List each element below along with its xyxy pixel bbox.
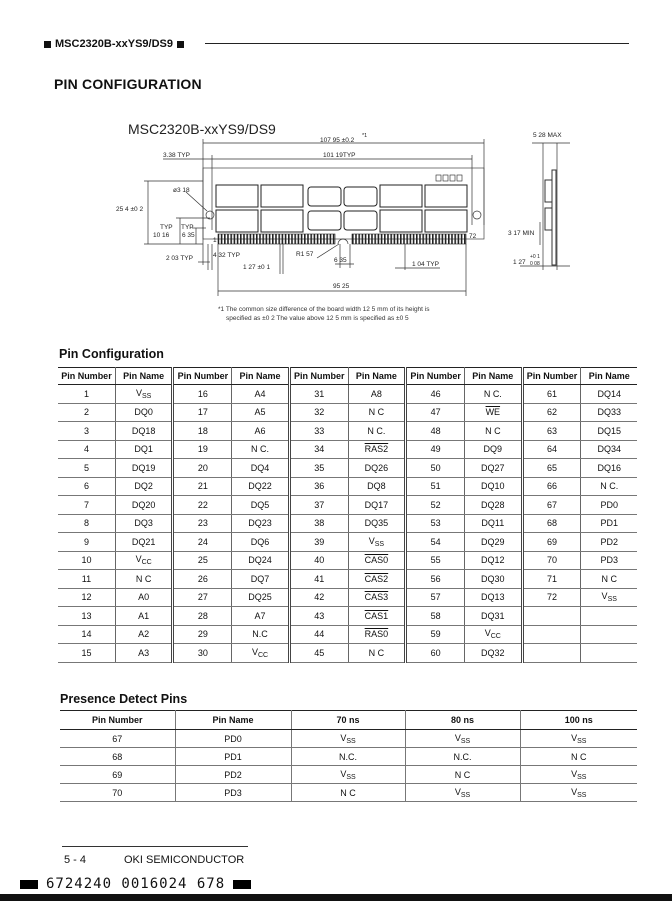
pin-name-cell: PD0	[175, 730, 291, 748]
pin-number-cell: 69	[60, 766, 175, 784]
chip	[425, 210, 467, 232]
dim-side-thickness: 1 27	[513, 259, 526, 266]
pin-name-cell: DQ8	[348, 477, 406, 496]
pin-name-cell: DQ5	[232, 496, 290, 515]
pin-name-cell: N C.	[465, 385, 523, 404]
table-row	[60, 730, 637, 748]
subscript: SS	[577, 791, 587, 799]
pin-number-cell: 14	[58, 625, 115, 644]
subscript: SS	[141, 392, 152, 400]
pin-name-cell: DQ1	[115, 440, 173, 459]
footnote-line: specified as ±0 2 The value above 12 5 mm is specified as ±0 5	[226, 315, 409, 322]
pin-name-cell: PD3	[581, 551, 637, 570]
pin-number-cell: 35	[289, 459, 348, 478]
column-header: 70 ns	[291, 711, 405, 730]
pin-name-cell: DQ24	[232, 551, 290, 570]
table-row	[58, 570, 637, 589]
speed-grade-cell: $V_{SS}$	[520, 766, 637, 784]
pin-name-cell: DQ32	[465, 644, 523, 663]
pin-number-cell: 7	[58, 496, 115, 515]
pin-name-cell: A0	[115, 588, 173, 607]
table-row	[58, 440, 637, 459]
pin-number-cell: 48	[406, 422, 465, 441]
pin-number-cell: 56	[406, 570, 465, 589]
dim-typ-a: 10 16	[153, 232, 170, 239]
mounting-hole-right	[473, 211, 481, 219]
pin-name-cell: DQ11	[465, 514, 523, 533]
speed-grade-cell: N.C.	[405, 748, 520, 766]
pin-number-cell: 55	[406, 551, 465, 570]
dim-footnote-ref: *1	[362, 133, 368, 139]
diagram-footnote	[218, 305, 429, 323]
chip	[308, 187, 341, 206]
page-title: PIN CONFIGURATION	[54, 76, 202, 92]
page-edge-bar	[0, 894, 672, 901]
pin-number-cell: 70	[60, 784, 175, 802]
pin-number-cell: 53	[406, 514, 465, 533]
page-number: 5 - 4	[64, 854, 87, 866]
pin-name-cell	[581, 625, 637, 644]
pin-name-cell: $V_{CC}$	[465, 625, 523, 644]
speed-grade-cell: N C	[405, 766, 520, 784]
pin-name-cell: N C	[348, 644, 406, 663]
pin-number-cell: 51	[406, 477, 465, 496]
table-row	[60, 748, 637, 766]
pin-number-cell: 15	[58, 644, 115, 663]
column-header: Pin Number	[60, 711, 175, 730]
column-header-pin-name: Pin Name	[115, 368, 173, 385]
table-row	[58, 477, 637, 496]
column-header: 80 ns	[405, 711, 520, 730]
pin-number-cell: 44	[289, 625, 348, 644]
pin-name-cell: N C.	[232, 440, 290, 459]
memory-chips	[216, 175, 467, 232]
pin-number-cell: 22	[173, 496, 232, 515]
pin-name-cell	[348, 440, 406, 459]
dim-side-tol-plus: +0 1	[530, 254, 540, 260]
speed-grade-cell: N C	[520, 748, 637, 766]
pin-number-cell: 37	[289, 496, 348, 515]
pin-name-cell: DQ21	[115, 533, 173, 552]
subscript: SS	[577, 773, 587, 781]
pin-number-cell: 38	[289, 514, 348, 533]
pin-number-cell: 67	[522, 496, 581, 515]
pin-number-cell: 52	[406, 496, 465, 515]
pin-number-cell: 45	[289, 644, 348, 663]
pin-name-cell	[581, 607, 637, 626]
pin-name-cell: DQ2	[115, 477, 173, 496]
dim-overall-width: 107 95 ±0.2	[320, 137, 355, 144]
pin-number-cell: 42	[289, 588, 348, 607]
table-row	[60, 766, 637, 784]
footnote-line: *1 The common size difference of the board width 12 5 mm of its height is	[218, 306, 430, 313]
active-low-signal: CAS1	[364, 610, 389, 621]
pin-number-cell: 12	[58, 588, 115, 607]
pin-name-cell: PD3	[175, 784, 291, 802]
pin-name-cell: $V_{CC}$	[115, 551, 173, 570]
header-part-number: MSC2320B-xxYS9/DS9	[55, 38, 174, 50]
pin-name-cell: A3	[115, 644, 173, 663]
speed-grade-cell: $V_{SS}$	[291, 766, 405, 784]
pin-number-cell	[522, 607, 581, 626]
subscript: CC	[490, 633, 501, 641]
pin-name-cell	[348, 588, 406, 607]
table-row	[58, 644, 637, 663]
active-low-signal: RAS0	[364, 629, 389, 640]
pin-number-cell: 16	[173, 385, 232, 404]
column-header-pin-number: Pin Number	[289, 368, 348, 385]
pin-number-cell: 63	[522, 422, 581, 441]
pin-name-cell: DQ10	[465, 477, 523, 496]
pin-number-cell: 19	[173, 440, 232, 459]
dim-side-tol-minus: 0 08	[530, 261, 540, 267]
table-row	[58, 588, 637, 607]
column-header-pin-number: Pin Number	[58, 368, 115, 385]
pin-name-cell	[348, 570, 406, 589]
chip	[308, 211, 341, 230]
dim-pitch: 1 27 ±0 1	[243, 264, 271, 271]
pin-name-cell: DQ26	[348, 459, 406, 478]
table-row	[58, 459, 637, 478]
speed-grade-cell: $V_{SS}$	[520, 784, 637, 802]
dim-height: 25 4 ±0 2	[116, 206, 144, 213]
pin-name-cell: DQ7	[232, 570, 290, 589]
speed-grade-cell: $V_{SS}$	[405, 784, 520, 802]
dim-typ-label: TYP	[181, 224, 194, 231]
pin-name-cell: A7	[232, 607, 290, 626]
pin-number-cell: 28	[173, 607, 232, 626]
pin-name-cell: DQ31	[465, 607, 523, 626]
column-header: 100 ns	[520, 711, 637, 730]
pin-number-cell: 31	[289, 385, 348, 404]
subscript: SS	[374, 540, 385, 548]
chip	[216, 210, 258, 232]
pin-name-cell: DQ22	[232, 477, 290, 496]
pin-name-cell: DQ28	[465, 496, 523, 515]
subscript: SS	[460, 737, 471, 745]
dim-edge-offset: 2 03 TYP	[166, 255, 193, 262]
pin-number-cell	[522, 644, 581, 663]
company-name: OKI SEMICONDUCTOR	[124, 854, 245, 866]
pin-number-cell: 29	[173, 625, 232, 644]
speed-grade-cell: $V_{SS}$	[291, 730, 405, 748]
dim-typ-b: 6 35	[182, 232, 195, 239]
pin-number-cell: 32	[289, 403, 348, 422]
pin-number-cell: 4	[58, 440, 115, 459]
pin-name-cell: N C.	[348, 422, 406, 441]
pin-number-cell: 30	[173, 644, 232, 663]
pin-number-cell: 6	[58, 477, 115, 496]
chip	[344, 187, 377, 206]
pin-name-cell: DQ35	[348, 514, 406, 533]
pin-number-cell: 54	[406, 533, 465, 552]
pin-number-cell: 69	[522, 533, 581, 552]
active-low-signal: CAS0	[364, 555, 389, 566]
pin-number-cell: 58	[406, 607, 465, 626]
table-row	[58, 514, 637, 533]
subscript: SS	[577, 737, 587, 745]
chip	[425, 185, 467, 207]
barcode-text: 6724240 0016024 678	[46, 876, 226, 892]
subscript: CC	[141, 559, 152, 567]
pin-name-cell: DQ34	[581, 440, 637, 459]
pin-name-cell: $V_{SS}$	[348, 533, 406, 552]
table-header-row	[60, 711, 637, 730]
table-row	[58, 422, 637, 441]
pin-number-cell: 40	[289, 551, 348, 570]
pin-name-cell: DQ23	[232, 514, 290, 533]
barcode-line	[20, 876, 251, 892]
pin-number-cell: 8	[58, 514, 115, 533]
pin-name-cell: DQ12	[465, 551, 523, 570]
pin-number-cell	[522, 625, 581, 644]
side-view	[520, 143, 570, 270]
pin-number-cell: 20	[173, 459, 232, 478]
dim-left-offset: 3.38 TYP	[163, 152, 190, 159]
pin-config-title: Pin Configuration	[59, 347, 164, 361]
pin-number-cell: 39	[289, 533, 348, 552]
pin-number-cell: 24	[173, 533, 232, 552]
pin-name-cell: N C	[348, 403, 406, 422]
pin-name-cell: DQ33	[581, 403, 637, 422]
pin-number-cell: 23	[173, 514, 232, 533]
pin-number-cell: 68	[522, 514, 581, 533]
pin-number-cell: 36	[289, 477, 348, 496]
dim-contact-span: 95 25	[333, 283, 350, 290]
pin-name-cell: A6	[232, 422, 290, 441]
pin-number-cell: 11	[58, 570, 115, 589]
presence-detect-table	[60, 710, 637, 802]
speed-grade-cell: $V_{SS}$	[405, 730, 520, 748]
pin-name-cell: DQ30	[465, 570, 523, 589]
pin-name-cell: PD0	[581, 496, 637, 515]
pin-72-label: 72	[469, 233, 477, 240]
pin-number-cell: 17	[173, 403, 232, 422]
pin-number-cell: 41	[289, 570, 348, 589]
dim-inner-width: 101 19TYP	[323, 152, 356, 159]
pin-name-cell: DQ25	[232, 588, 290, 607]
table-row	[60, 784, 637, 802]
pin-number-cell: 59	[406, 625, 465, 644]
table-row	[58, 403, 637, 422]
table-header-row	[58, 368, 637, 385]
pin-name-cell: N C	[465, 422, 523, 441]
pin-name-cell: $V_{CC}$	[232, 644, 290, 663]
chip	[261, 185, 303, 207]
pin-number-cell: 49	[406, 440, 465, 459]
pin-number-cell: 71	[522, 570, 581, 589]
pin-name-cell: $V_{SS}$	[115, 385, 173, 404]
speed-grade-cell: N C	[291, 784, 405, 802]
pin-number-cell: 5	[58, 459, 115, 478]
pin-number-cell: 50	[406, 459, 465, 478]
pin-name-cell: DQ4	[232, 459, 290, 478]
dim-pin-width: 1 04 TYP	[412, 261, 439, 268]
table-row	[58, 533, 637, 552]
pin-name-cell	[581, 644, 637, 663]
pin-name-cell: DQ20	[115, 496, 173, 515]
pin-number-cell: 34	[289, 440, 348, 459]
pin-number-cell: 13	[58, 607, 115, 626]
pin-name-cell: $V_{SS}$	[581, 588, 637, 607]
pin-number-cell: 21	[173, 477, 232, 496]
pin-number-cell: 65	[522, 459, 581, 478]
active-low-signal: CAS2	[364, 573, 389, 584]
active-low-signal: RAS2	[364, 444, 389, 455]
pin-name-cell: N C	[115, 570, 173, 589]
column-header-pin-name: Pin Name	[465, 368, 523, 385]
dim-pin-offset: 4 32 TYP	[213, 252, 240, 259]
dim-side-min: 3 17 MIN	[508, 230, 535, 237]
column-header-pin-number: Pin Number	[406, 368, 465, 385]
barcode-block-icon	[233, 880, 251, 889]
pin-number-cell: 66	[522, 477, 581, 496]
column-header-pin-name: Pin Name	[348, 368, 406, 385]
pin-number-cell: 46	[406, 385, 465, 404]
column-header-pin-name: Pin Name	[581, 368, 637, 385]
chip	[380, 185, 422, 207]
column-header-pin-number: Pin Number	[522, 368, 581, 385]
pin-name-cell: DQ27	[465, 459, 523, 478]
pin-name-cell: N C	[581, 570, 637, 589]
pin-number-cell: 61	[522, 385, 581, 404]
pin-number-cell: 67	[60, 730, 175, 748]
pin-number-cell: 27	[173, 588, 232, 607]
pin-name-cell: DQ14	[581, 385, 637, 404]
pin-name-cell: DQ3	[115, 514, 173, 533]
pin-number-cell: 64	[522, 440, 581, 459]
table-row	[58, 551, 637, 570]
pin-number-cell: 43	[289, 607, 348, 626]
active-low-signal: CAS3	[364, 592, 389, 603]
pin-1-label: 1	[213, 237, 217, 244]
column-header-pin-number: Pin Number	[173, 368, 232, 385]
dim-notch-radius: R1 57	[296, 251, 314, 258]
barcode-block-icon	[20, 880, 38, 889]
subscript: SS	[460, 791, 471, 799]
dim-side-max: 5 28 MAX	[533, 132, 562, 139]
pin-name-cell	[348, 551, 406, 570]
pin-name-cell: N C.	[581, 477, 637, 496]
pin-configuration-table	[58, 367, 637, 663]
dim-notch-width: 6 35	[334, 257, 347, 264]
pin-name-cell: PD1	[175, 748, 291, 766]
pin-name-cell: DQ29	[465, 533, 523, 552]
pin-number-cell: 47	[406, 403, 465, 422]
pin-number-cell: 18	[173, 422, 232, 441]
pin-number-cell: 33	[289, 422, 348, 441]
dim-typ-label: TYP	[160, 224, 173, 231]
pin-number-cell: 1	[58, 385, 115, 404]
pin-name-cell	[465, 403, 523, 422]
pin-number-cell: 2	[58, 403, 115, 422]
pin-name-cell: DQ17	[348, 496, 406, 515]
subscript: SS	[346, 773, 356, 781]
speed-grade-cell: N.C.	[291, 748, 405, 766]
pin-name-cell: PD2	[581, 533, 637, 552]
pin-name-cell: DQ0	[115, 403, 173, 422]
pin-number-cell: 60	[406, 644, 465, 663]
table-row	[58, 496, 637, 515]
pin-number-cell: 25	[173, 551, 232, 570]
pin-name-cell: DQ13	[465, 588, 523, 607]
pin-name-cell: A2	[115, 625, 173, 644]
subscript: SS	[346, 737, 356, 745]
pin-number-cell: 26	[173, 570, 232, 589]
pin-name-cell: N.C	[232, 625, 290, 644]
pin-number-cell: 3	[58, 422, 115, 441]
pin-name-cell: DQ9	[465, 440, 523, 459]
speed-grade-cell: $V_{SS}$	[520, 730, 637, 748]
pin-name-cell: PD1	[581, 514, 637, 533]
pin-name-cell: PD2	[175, 766, 291, 784]
pin-name-cell: A8	[348, 385, 406, 404]
pin-name-cell	[348, 607, 406, 626]
pin-name-cell: A5	[232, 403, 290, 422]
active-low-signal: $\overline{WE}$	[485, 407, 501, 418]
chip	[261, 210, 303, 232]
pin-number-cell: 70	[522, 551, 581, 570]
presence-detect-title: Presence Detect Pins	[60, 692, 188, 706]
table-row	[58, 607, 637, 626]
subscript: SS	[607, 596, 617, 604]
pin-number-cell: 9	[58, 533, 115, 552]
column-header: Pin Name	[175, 711, 291, 730]
pin-number-cell: 57	[406, 588, 465, 607]
table-row	[58, 625, 637, 644]
pin-name-cell: DQ6	[232, 533, 290, 552]
pin-name-cell: A1	[115, 607, 173, 626]
pin-name-cell	[348, 625, 406, 644]
diagram-title: MSC2320B-xxYS9/DS9	[128, 121, 276, 137]
pin-name-cell: DQ18	[115, 422, 173, 441]
subscript: CC	[257, 651, 269, 659]
pin-number-cell: 72	[522, 588, 581, 607]
pin-number-cell: 10	[58, 551, 115, 570]
pin-name-cell: DQ16	[581, 459, 637, 478]
chip	[216, 185, 258, 207]
footer-rule	[62, 846, 248, 847]
pin-number-cell: 68	[60, 748, 175, 766]
pin-number-cell: 62	[522, 403, 581, 422]
pin-name-cell: A4	[232, 385, 290, 404]
dim-hole-dia: ø3 18	[173, 187, 190, 194]
table-row	[58, 385, 637, 404]
pin-name-cell: DQ19	[115, 459, 173, 478]
chip	[380, 210, 422, 232]
chip	[344, 211, 377, 230]
pin-name-cell: DQ15	[581, 422, 637, 441]
module-dimension-drawing	[0, 0, 672, 330]
column-header-pin-name: Pin Name	[232, 368, 290, 385]
